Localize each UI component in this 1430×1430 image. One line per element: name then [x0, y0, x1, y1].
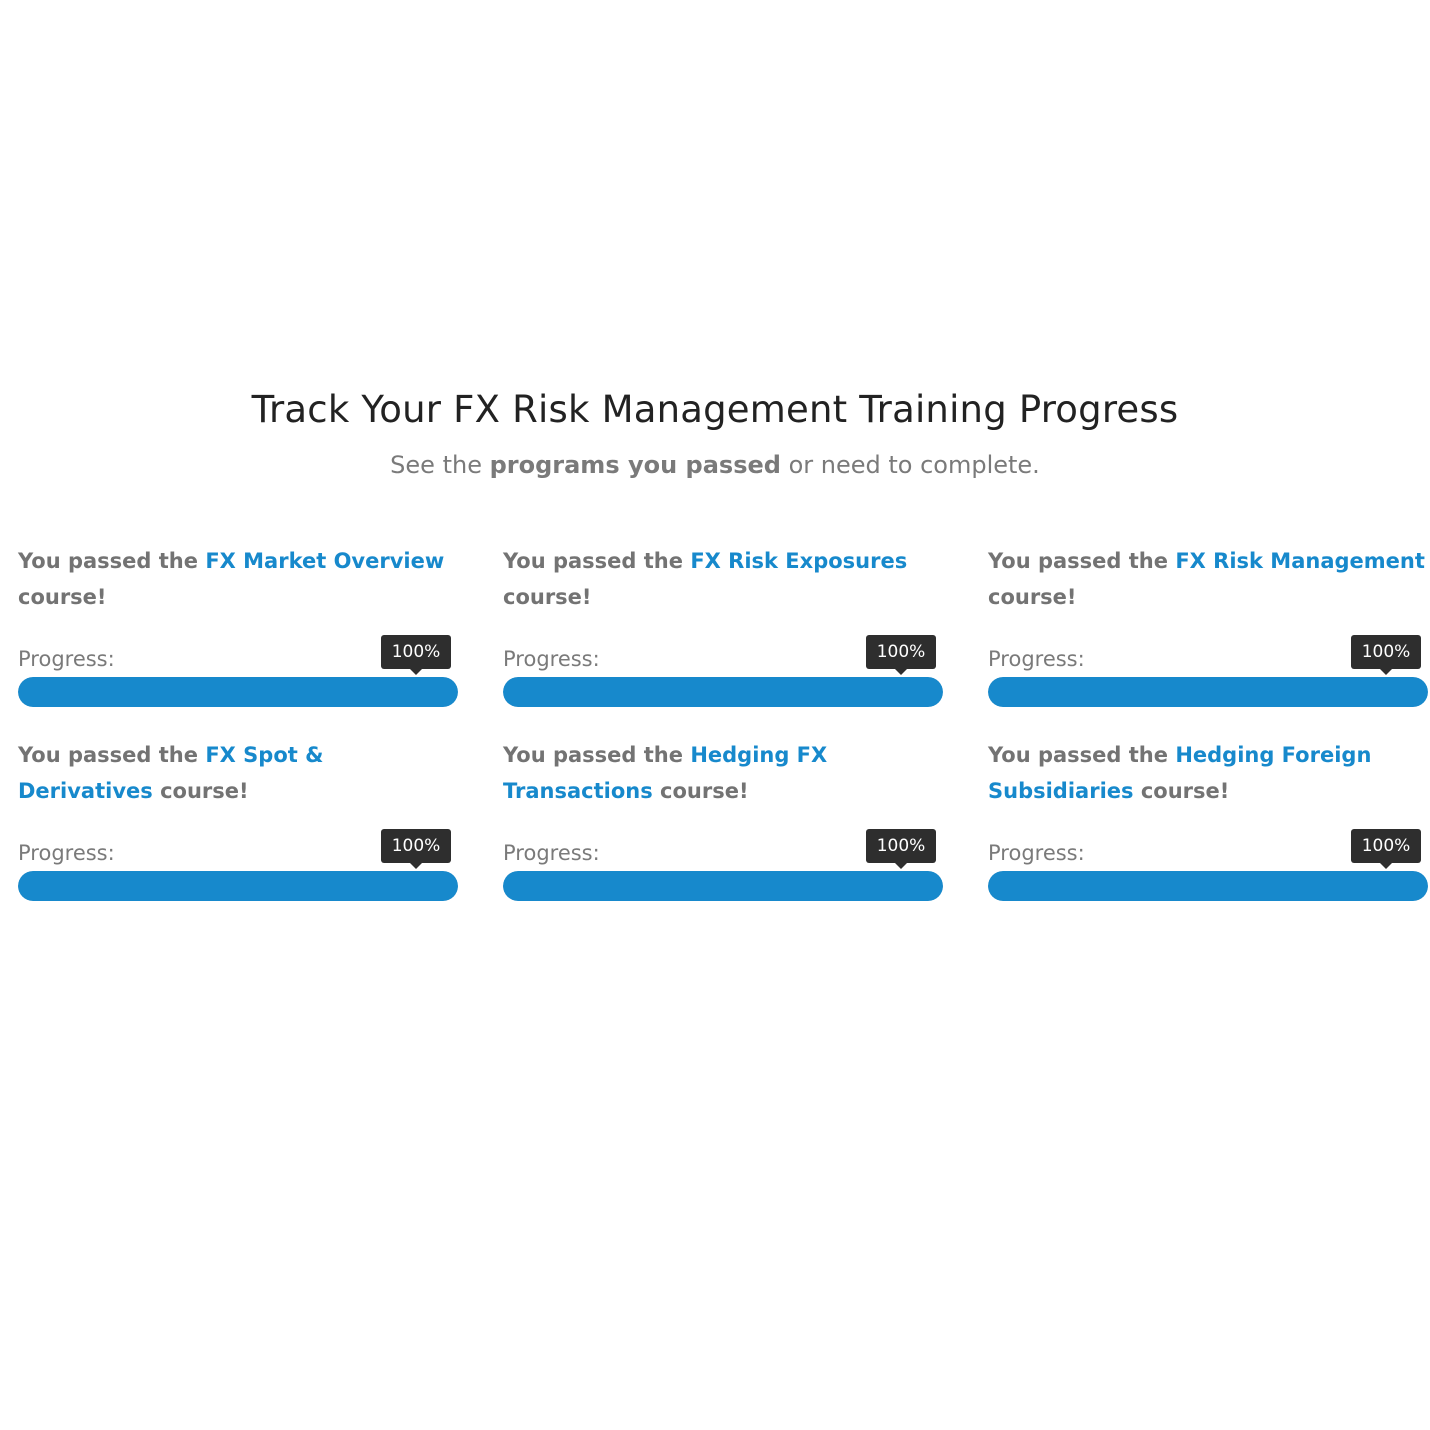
- progress-bar-fill: [18, 677, 458, 707]
- course-card-fx-risk-management: [988, 543, 1428, 703]
- course-link-fx-market-overview[interactable]: FX Market Overview: [205, 549, 445, 573]
- progress-bar: [503, 871, 943, 901]
- progress-percent-bubble: 100%: [866, 829, 936, 863]
- progress-bar-fill: [503, 677, 943, 707]
- progress-label: Progress:: [18, 841, 115, 865]
- progress-percent-bubble: 100%: [866, 635, 936, 669]
- status-prefix: You passed the: [18, 549, 206, 573]
- progress-percent-bubble: 100%: [381, 829, 451, 863]
- progress-percent-bubble: 100%: [1351, 635, 1421, 669]
- course-link-fx-risk-exposures[interactable]: FX Risk Exposures: [690, 549, 908, 573]
- progress-label: Progress:: [503, 841, 600, 865]
- course-status-message: [18, 543, 458, 615]
- status-prefix: You passed the: [988, 743, 1176, 767]
- status-prefix: You passed the: [503, 549, 691, 573]
- course-status-message: [988, 737, 1428, 809]
- course-link-hedging-fx-transactions[interactable]: Hedging FX Transactions: [503, 743, 828, 803]
- progress-bar: [18, 677, 458, 707]
- progress-percent-bubble: 100%: [381, 635, 451, 669]
- progress-bar: [18, 871, 458, 901]
- progress-label: Progress:: [988, 841, 1085, 865]
- course-card-fx-market-overview: [18, 543, 458, 703]
- status-suffix: course!: [652, 779, 749, 803]
- page-subtitle: [0, 451, 1430, 479]
- progress-label: Progress:: [988, 647, 1085, 671]
- course-card-hedging-fx-transactions: [503, 737, 943, 897]
- progress-label: Progress:: [503, 647, 600, 671]
- page-title: Track Your FX Risk Management Training Progress: [251, 388, 1179, 431]
- progress-percent-bubble: 100%: [1351, 829, 1421, 863]
- status-suffix: course!: [152, 779, 249, 803]
- subtitle-text-after: or need to complete.: [780, 451, 1040, 479]
- course-link-hedging-foreign-subsidiaries[interactable]: Hedging Foreign Subsidiaries: [988, 743, 1372, 803]
- progress-bar-fill: [988, 677, 1428, 707]
- subtitle-text-before: See the: [390, 451, 490, 479]
- course-status-message: [503, 737, 943, 809]
- course-card-fx-spot-derivatives: [18, 737, 458, 897]
- progress-bar: [988, 871, 1428, 901]
- course-status-message: [18, 737, 458, 809]
- progress-bar-fill: [988, 871, 1428, 901]
- status-suffix: course!: [1133, 779, 1230, 803]
- page-header: [0, 388, 1430, 479]
- status-prefix: You passed the: [18, 743, 206, 767]
- course-progress-grid: [18, 543, 1428, 897]
- progress-bar-fill: [18, 871, 458, 901]
- status-prefix: You passed the: [503, 743, 691, 767]
- course-card-hedging-foreign-subsidiaries: [988, 737, 1428, 897]
- status-prefix: You passed the: [988, 549, 1176, 573]
- progress-label: Progress:: [18, 647, 115, 671]
- status-suffix: course!: [503, 585, 592, 609]
- course-card-fx-risk-exposures: [503, 543, 943, 703]
- course-status-message: [503, 543, 943, 615]
- progress-bar-fill: [503, 871, 943, 901]
- progress-bar: [503, 677, 943, 707]
- course-link-fx-risk-management[interactable]: FX Risk Management: [1175, 549, 1425, 573]
- course-link-fx-spot-derivatives[interactable]: FX Spot & Derivatives: [18, 743, 324, 803]
- status-suffix: course!: [18, 585, 107, 609]
- status-suffix: course!: [988, 585, 1077, 609]
- subtitle-text-bold: programs you passed: [489, 451, 781, 479]
- course-status-message: [988, 543, 1428, 615]
- progress-bar: [988, 677, 1428, 707]
